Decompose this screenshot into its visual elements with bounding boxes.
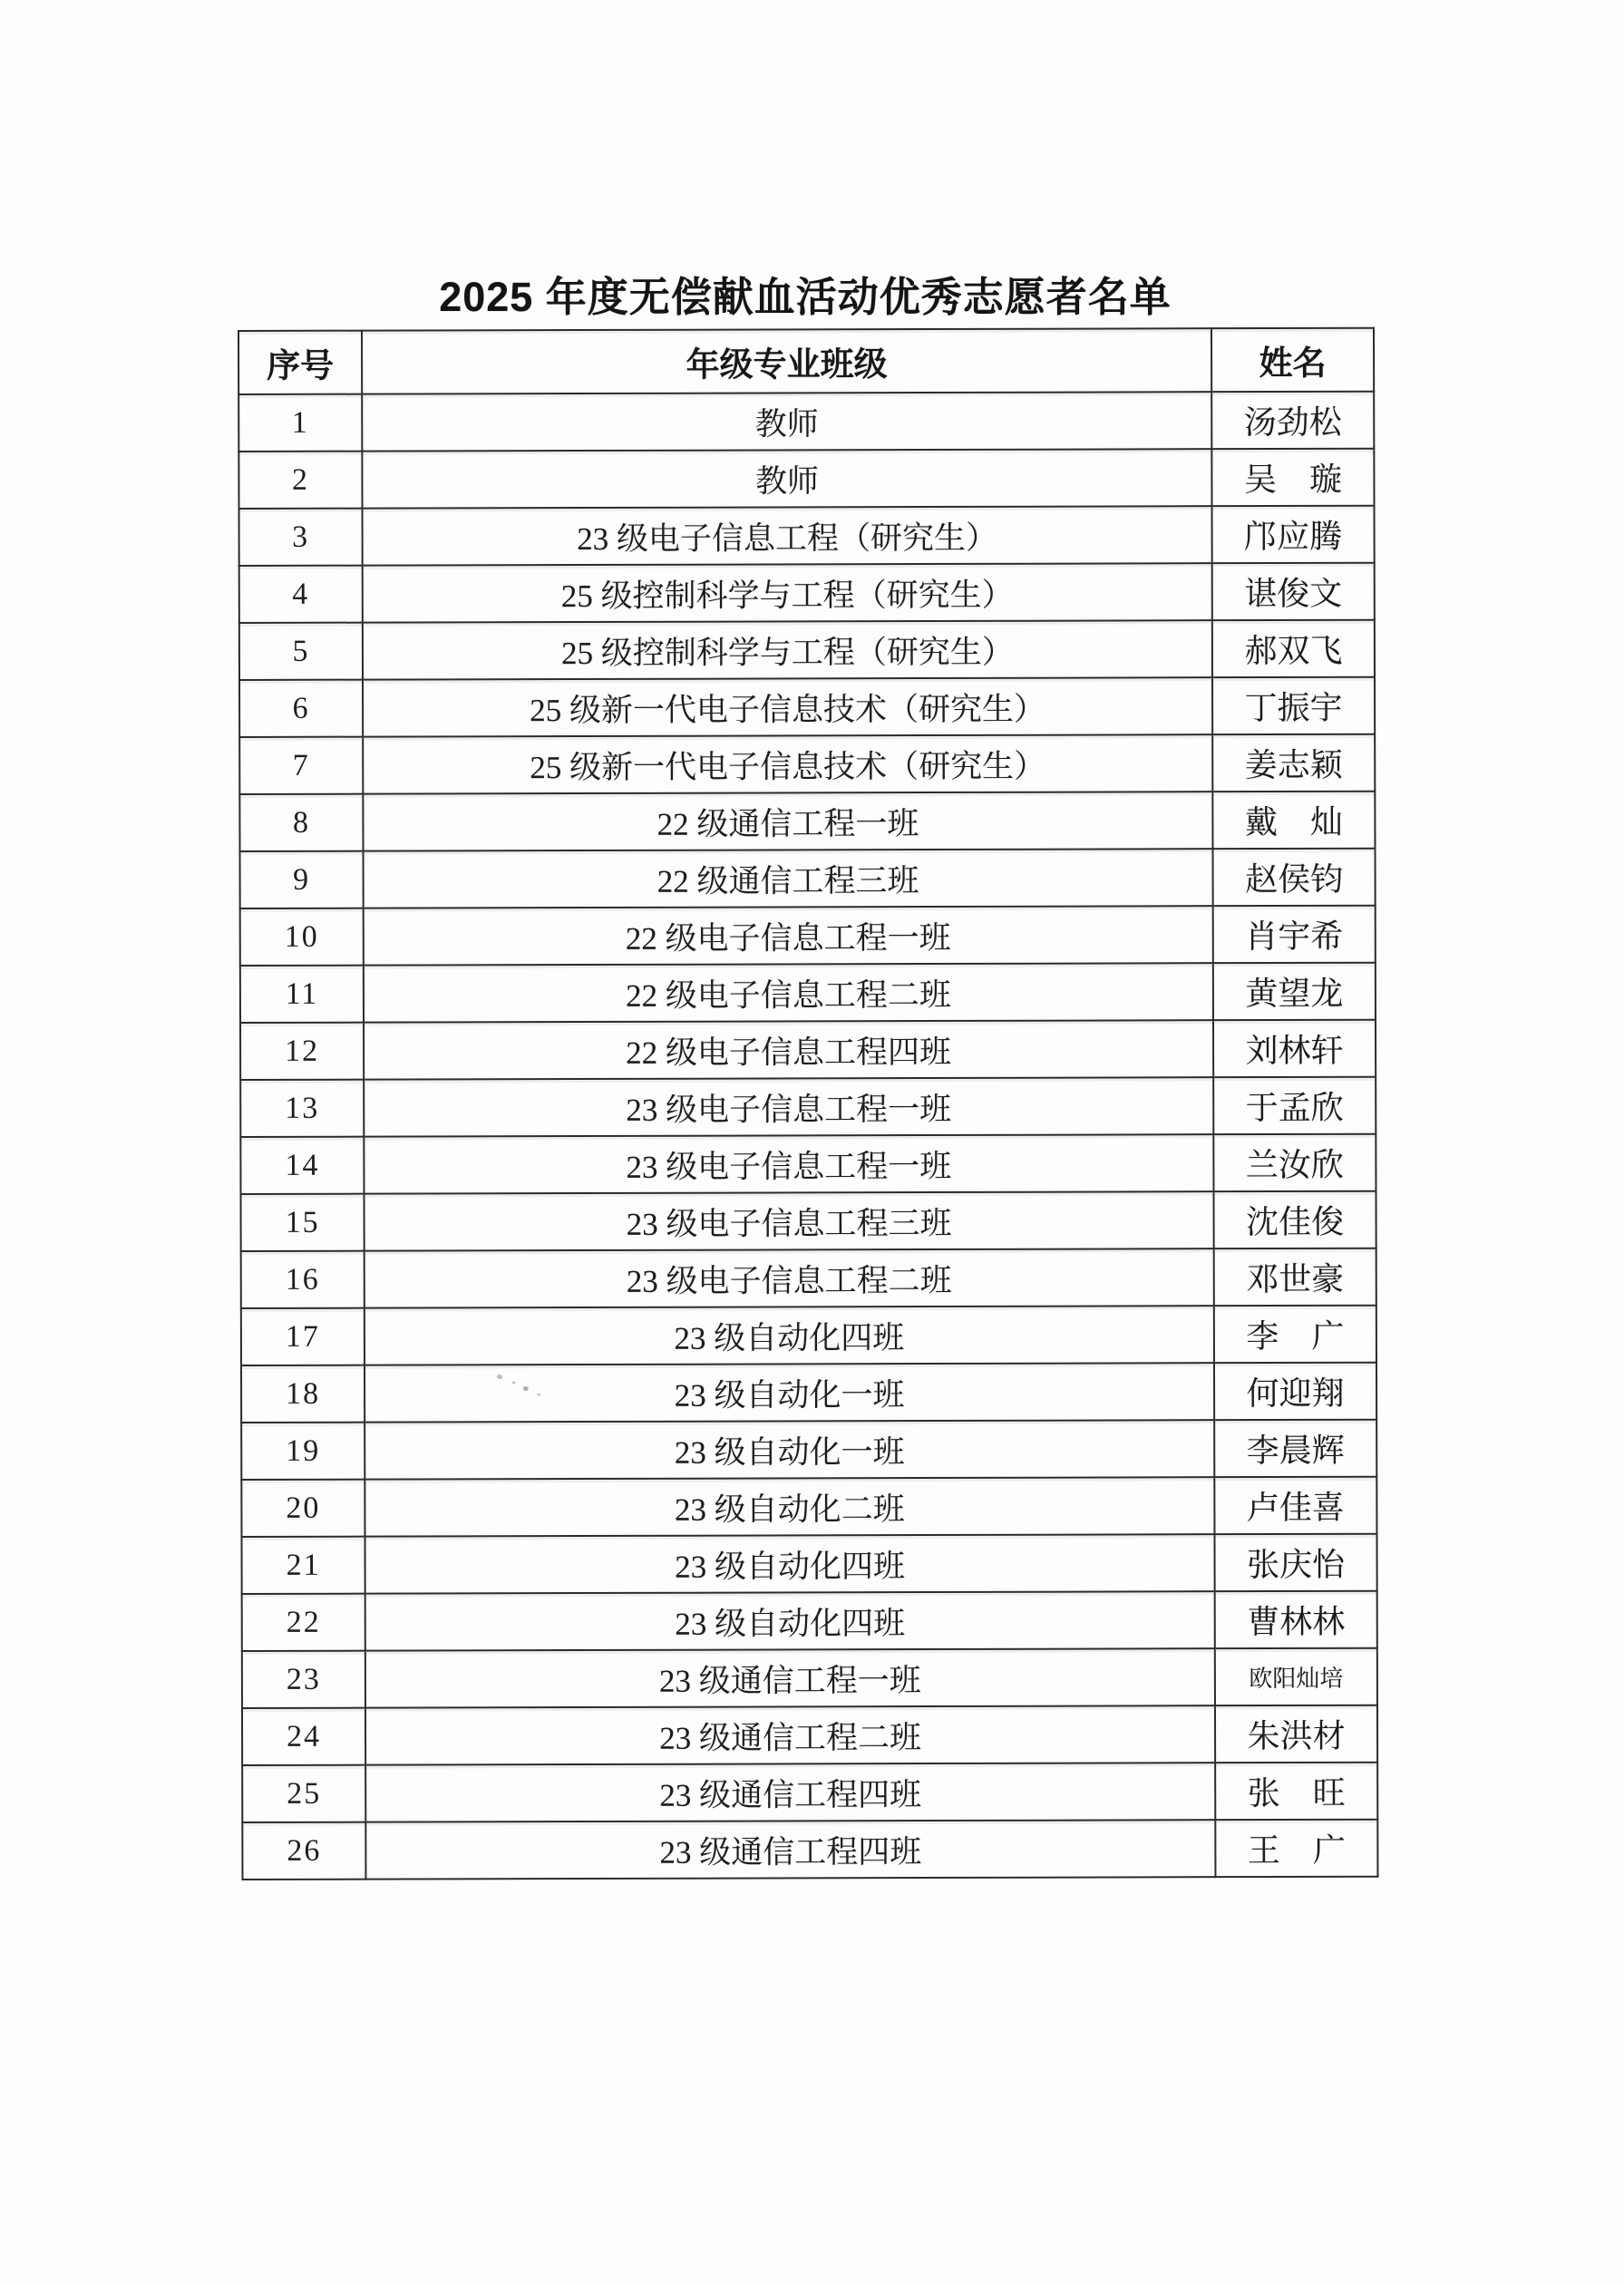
table-row	[241, 1248, 1376, 1308]
row-class: 22 级电子信息工程四班	[364, 1020, 1213, 1079]
row-class: 25 级新一代电子信息技术（研究生）	[363, 677, 1212, 736]
row-name: 姜志颖	[1212, 734, 1375, 792]
row-no: 8	[239, 794, 363, 851]
row-name: 郝双飞	[1212, 620, 1375, 677]
row-name: 谌俊文	[1212, 563, 1375, 620]
table-row	[242, 1763, 1377, 1822]
row-class: 22 级电子信息工程一班	[364, 906, 1213, 965]
row-name: 何迎翔	[1214, 1363, 1376, 1420]
row-no: 11	[240, 966, 364, 1023]
row-class: 23 级通信工程四班	[365, 1763, 1215, 1822]
table-row	[238, 392, 1374, 452]
row-class: 23 级自动化二班	[365, 1477, 1214, 1536]
row-no: 24	[242, 1708, 365, 1765]
row-class: 22 级通信工程一班	[363, 792, 1212, 850]
row-name: 兰汝欣	[1213, 1134, 1376, 1191]
row-name: 李晨辉	[1214, 1420, 1376, 1477]
row-class: 23 级通信工程一班	[365, 1648, 1215, 1707]
row-no: 16	[241, 1251, 365, 1308]
row-name: 于孟欣	[1213, 1077, 1376, 1134]
row-class: 23 级自动化四班	[365, 1306, 1214, 1365]
table-row	[240, 1134, 1376, 1194]
row-name: 赵侯钧	[1213, 849, 1376, 906]
row-name: 沈佳俊	[1213, 1191, 1376, 1248]
row-no: 18	[241, 1365, 365, 1423]
row-class: 23 级通信工程四班	[365, 1820, 1215, 1879]
row-class: 23 级自动化四班	[365, 1534, 1214, 1593]
row-class: 22 级电子信息工程二班	[364, 963, 1213, 1022]
row-class: 教师	[362, 392, 1211, 451]
table-row	[242, 1820, 1377, 1880]
row-no: 17	[241, 1308, 365, 1365]
table-row	[241, 1363, 1376, 1423]
row-no: 19	[241, 1423, 365, 1480]
table-row	[240, 963, 1376, 1023]
row-no: 4	[239, 566, 363, 623]
row-no: 14	[240, 1137, 364, 1194]
row-name: 张 旺	[1215, 1763, 1377, 1820]
row-class: 25 级新一代电子信息技术（研究生）	[363, 734, 1212, 793]
table-row	[242, 1591, 1377, 1651]
row-name: 邓世豪	[1214, 1248, 1376, 1306]
row-name: 刘林轩	[1213, 1020, 1376, 1077]
row-no: 3	[239, 509, 363, 566]
page-title: 2025 年度无偿献血活动优秀志愿者名单	[439, 274, 1172, 320]
row-name: 丁振宇	[1212, 677, 1375, 734]
row-name: 戴 灿	[1212, 792, 1375, 849]
row-name: 欧阳灿培	[1215, 1648, 1377, 1705]
row-class: 23 级电子信息工程一班	[364, 1077, 1213, 1136]
row-no: 12	[240, 1023, 364, 1080]
table-row	[239, 792, 1375, 851]
row-name: 黄望龙	[1213, 963, 1376, 1020]
row-name: 吴 璇	[1211, 449, 1374, 506]
row-name: 汤劲松	[1211, 392, 1374, 449]
row-name: 张庆怡	[1214, 1534, 1376, 1591]
table-row	[241, 1477, 1376, 1537]
table-row	[239, 677, 1375, 737]
row-class: 教师	[362, 449, 1211, 508]
row-no: 10	[240, 908, 364, 966]
table-row	[239, 734, 1375, 794]
header-class: 年级专业班级	[362, 328, 1211, 393]
table-header-row	[238, 328, 1374, 394]
table-row	[240, 1077, 1376, 1137]
row-no: 25	[242, 1765, 365, 1822]
table-row	[239, 563, 1375, 623]
row-name: 曹林林	[1215, 1591, 1377, 1648]
row-no: 2	[238, 452, 362, 509]
table-row	[240, 849, 1376, 908]
row-no: 23	[242, 1651, 365, 1708]
row-name: 肖宇希	[1213, 906, 1376, 963]
row-class: 25 级控制科学与工程（研究生）	[363, 563, 1212, 622]
row-no: 13	[240, 1080, 364, 1137]
row-class: 23 级电子信息工程二班	[365, 1248, 1214, 1307]
row-name: 邝应腾	[1212, 506, 1375, 563]
table-row	[238, 449, 1374, 509]
row-name: 王 广	[1215, 1820, 1377, 1877]
volunteers-table	[238, 327, 1378, 1880]
row-name: 李 广	[1214, 1306, 1376, 1363]
row-no: 22	[242, 1594, 365, 1651]
row-name: 卢佳喜	[1214, 1477, 1376, 1534]
table-row	[242, 1705, 1377, 1765]
table-row	[239, 620, 1375, 680]
row-no: 15	[240, 1194, 364, 1251]
row-class: 23 级通信工程二班	[365, 1705, 1215, 1764]
header-name: 姓名	[1211, 328, 1374, 392]
table-row	[241, 1534, 1376, 1594]
row-no: 1	[238, 394, 362, 452]
row-no: 7	[239, 737, 363, 794]
row-name: 朱洪材	[1215, 1705, 1377, 1763]
row-class: 23 级电子信息工程三班	[364, 1191, 1213, 1250]
table-row	[241, 1420, 1376, 1480]
row-class: 23 级自动化四班	[365, 1591, 1215, 1650]
table-row	[240, 1020, 1376, 1080]
row-no: 21	[241, 1537, 365, 1594]
row-no: 6	[239, 680, 363, 737]
table-body	[238, 392, 1377, 1880]
table-row	[239, 506, 1375, 566]
header-no: 序号	[238, 331, 362, 394]
row-no: 5	[239, 623, 363, 680]
table-row	[240, 906, 1376, 966]
row-no: 20	[241, 1480, 365, 1537]
row-no: 9	[240, 851, 364, 908]
row-class: 22 级通信工程三班	[364, 849, 1213, 908]
row-no: 26	[242, 1822, 365, 1880]
row-class: 23 级自动化一班	[365, 1363, 1214, 1422]
row-class: 23 级电子信息工程（研究生）	[363, 506, 1212, 565]
table-row	[242, 1648, 1377, 1708]
row-class: 25 级控制科学与工程（研究生）	[363, 620, 1212, 679]
row-class: 23 级自动化一班	[365, 1420, 1214, 1479]
table-row	[240, 1191, 1376, 1251]
table-row	[241, 1306, 1376, 1365]
row-class: 23 级电子信息工程一班	[364, 1134, 1213, 1193]
